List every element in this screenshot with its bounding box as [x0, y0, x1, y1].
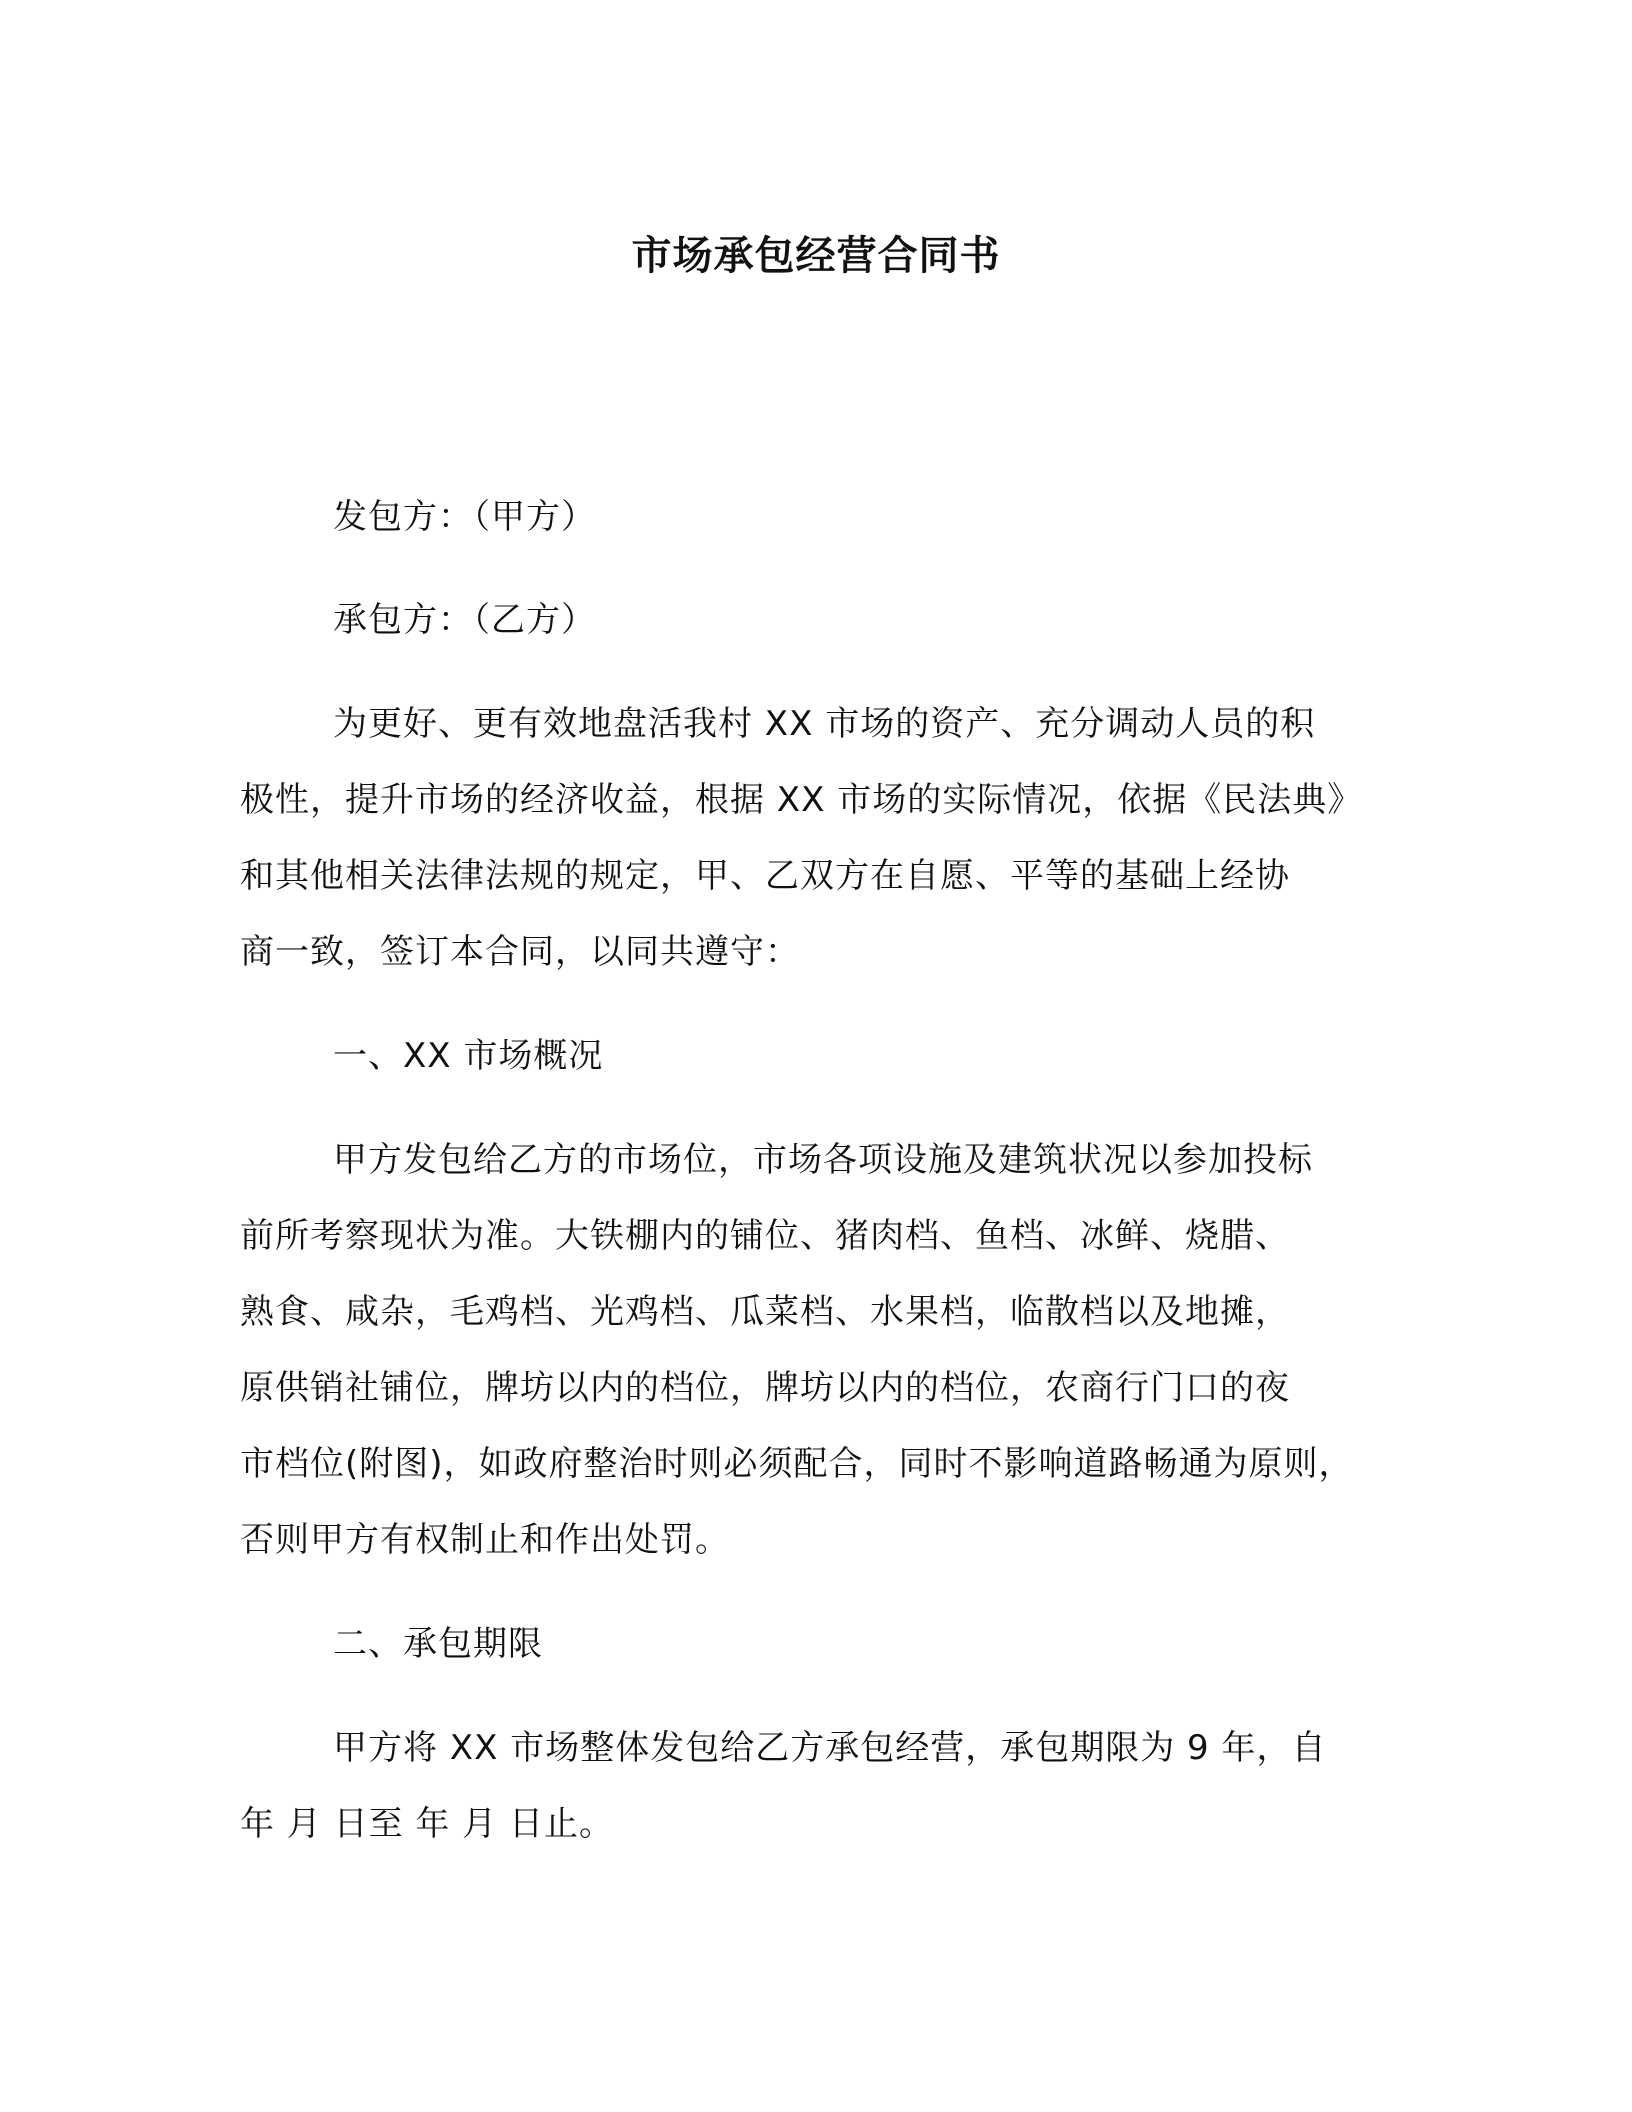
intro-line: 极性，提升市场的经济收益，根据 XX 市场的实际情况，依据《民法典》: [240, 780, 1363, 820]
paragraph-line: 否则甲方有权制止和作出处罚。: [240, 1520, 730, 1560]
document-title: 市场承包经营合同书: [631, 233, 1001, 279]
intro-line: 为更好、更有效地盘活我村 XX 市场的资产、充分调动人员的积: [333, 704, 1316, 744]
paragraph-line: 前所考察现状为准。大铁棚内的铺位、猪肉档、鱼档、冰鲜、烧腊、: [240, 1216, 1290, 1256]
paragraph-line: 甲方发包给乙方的市场位，市场各项设施及建筑状况以参加投标: [333, 1140, 1313, 1180]
paragraph-line: 甲方将 XX 市场整体发包给乙方承包经营，承包期限为 9 年，自: [333, 1728, 1327, 1768]
section-heading: 一、XX 市场概况: [333, 1036, 604, 1076]
paragraph-line: 年 月 日至 年 月 日止。: [240, 1804, 615, 1844]
party-a-line: 发包方：（甲方）: [333, 497, 596, 537]
paragraph-line: 熟食、咸杂，毛鸡档、光鸡档、瓜菜档、水果档，临散档以及地摊，: [240, 1292, 1290, 1332]
party-b-line: 承包方：（乙方）: [333, 600, 596, 640]
paragraph-line: 市档位(附图)，如政府整治时则必须配合，同时不影响道路畅通为原则，: [240, 1444, 1354, 1484]
paragraph-line: 原供销社铺位，牌坊以内的档位，牌坊以内的档位，农商行门口的夜: [240, 1368, 1290, 1408]
intro-line: 商一致，签订本合同，以同共遵守：: [240, 932, 800, 972]
section-heading: 二、承包期限: [333, 1624, 543, 1664]
intro-line: 和其他相关法律法规的规定，甲、乙双方在自愿、平等的基础上经协: [240, 856, 1290, 896]
